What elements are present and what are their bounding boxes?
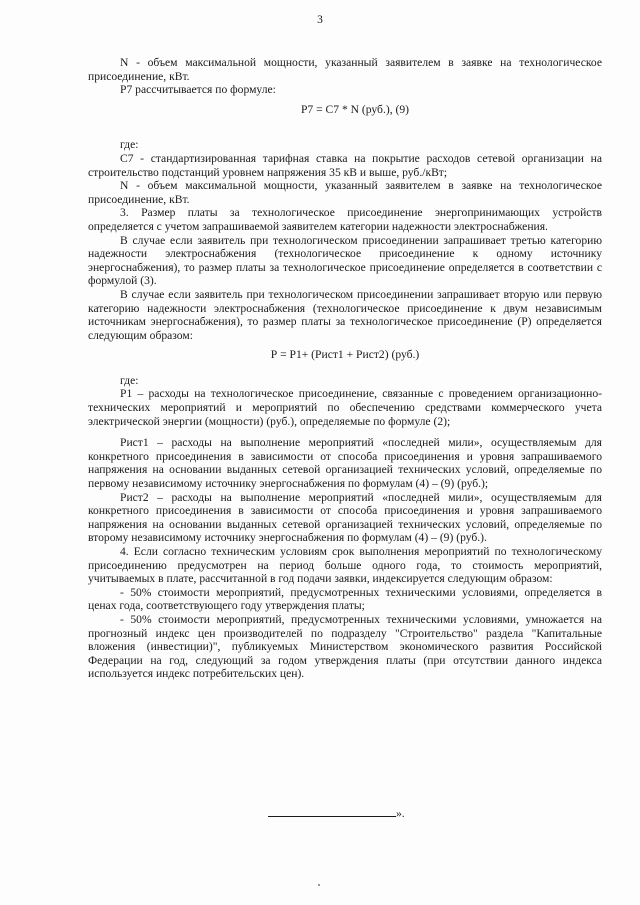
document-body [88,56,602,681]
closing-signature-line [268,805,405,820]
paragraph-p7-intro: Р7 рассчитывается по формуле: [120,83,276,97]
scan-speck [318,884,320,886]
paragraph-where-2: где: [120,373,139,387]
paragraph-rist2-definition: Рист2 – расходы на выполнение мероприятий «последней мили», осуществляемым для конкретного присоединения в зависимости от способа присоединения и уровня запрашиваемого напряжения на основании выданных сетевой организацией технических условий, определяемые по второму независимому источнику энергоснабжения по формулам (4) – (9) (руб.). [88,490,602,545]
formula-p-total: Р = Р1+ (Рист1 + Рист2) (руб.) [270,348,420,362]
paragraph-rist1-definition: Рист1 – расходы на выполнение мероприятий «последней мили», осуществляемым для конкретного присоединения в зависимости от способа присоединения и уровня запрашиваемого напряжения на основании выданных сетевой организацией технических условий, определяемые по первому независимому источнику энергоснабжения по формулам (4) – (9) (руб.); [88,436,602,491]
paragraph-bullet-1: - 50% стоимости мероприятий, предусмотренных техническими условиями, определяется в ценах года, соответствующего году утверждения платы; [88,585,602,613]
paragraph-c7-definition: С7 - стандартизированная тарифная ставка на покрытие расходов сетевой организации на строительство подстанций уровнем напряжения 35 кВ и выше, руб./кВт; [88,151,602,179]
paragraph-n-definition: N - объем максимальной мощности, указанный заявителем в заявке на технологическое присоединение, кВт. [88,56,602,83]
paragraph-third-category: В случае если заявитель при технологическом присоединении запрашивает третью категорию надежности электроснабжения (технологическое присоединение к одному источнику энергоснабжения), то размер платы за технологическое присоединение определяется в соответствии с формулой (3). [88,233,602,288]
formula-p7: Р7 = С7 * N (руб.), (9) [300,102,410,116]
paragraph-item-3: 3. Размер платы за технологическое присоединение энергопринимающих устройств определяется с учетом запрашиваемой заявителем категории надежности электроснабжения. [88,206,602,233]
paragraph-bullet-2: - 50% стоимости мероприятий, предусмотренных техническими условиями, умножается на прогнозный индекс цен производителей по подразделу "Строительство" раздела "Капитальные вложения (инвестиции)", публикуемых Министерством экономического развития Российской Федерации на год, следующий за годом утверждения платы (при отсутствии данного индекса используется индекс потребительских цен). [88,612,602,681]
paragraph-second-category: В случае если заявитель при технологическом присоединении запрашивает вторую или первую категорию надежности электроснабжения (технологическое присоединение к двум независимым источникам энергоснабжения), то размер платы за технологическое присоединение (Р) определяется следующим образом: [88,287,602,342]
paragraph-n-definition-2: N - объем максимальной мощности, указанный заявителем в заявке на технологическое присоединение, кВт. [88,179,602,206]
page-number: 3 [317,14,323,26]
paragraph-item-4: 4. Если согласно техническим условиям срок выполнения мероприятий по технологическому присоединению предусмотрен на период больше одного года, то стоимость мероприятий, учитываемых в плате, рассчитанной в год подачи заявки, индексируется следующим образом: [88,545,602,586]
paragraph-p1-definition: Р1 – расходы на технологическое присоединение, связанные с проведением организационно-технических мероприятий и мероприятий по обеспечению средствами коммерческого учета электрической энергии (мощности) (руб.), определяемые по формуле (2); [88,387,602,428]
underline-blank [268,805,396,817]
paragraph-where: где: [120,138,139,152]
closing-mark: ». [396,807,405,820]
